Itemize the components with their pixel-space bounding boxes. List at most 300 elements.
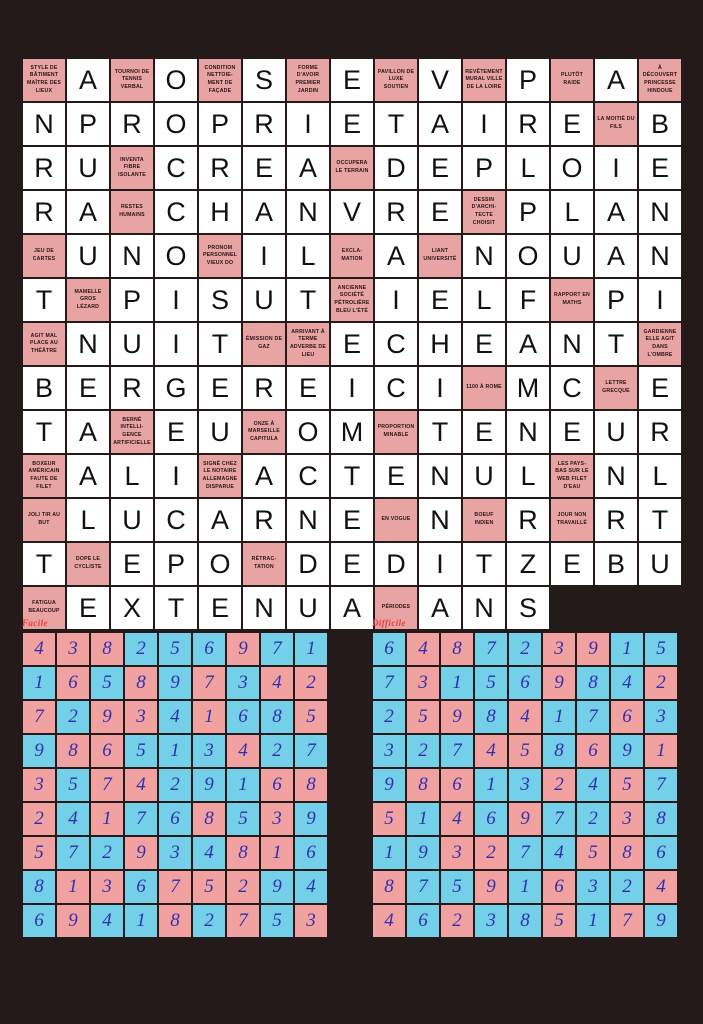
sudoku-cell[interactable]: 7 [124, 802, 158, 836]
crossword-letter-cell[interactable]: U [638, 542, 682, 586]
sudoku-cell[interactable]: 4 [372, 904, 406, 938]
sudoku-cell[interactable]: 6 [22, 904, 56, 938]
sudoku-cell[interactable]: 6 [56, 666, 90, 700]
sudoku-cell[interactable]: 3 [406, 666, 440, 700]
sudoku-cell[interactable]: 6 [644, 836, 678, 870]
sudoku-cell[interactable]: 3 [542, 632, 576, 666]
sudoku-easy-grid[interactable] [22, 632, 328, 938]
sudoku-cell[interactable]: 1 [542, 700, 576, 734]
crossword-letter-cell[interactable]: O [154, 58, 198, 102]
sudoku-cell[interactable]: 5 [90, 666, 124, 700]
crossword-letter-cell[interactable]: E [418, 278, 462, 322]
crossword-letter-cell[interactable]: U [286, 586, 330, 630]
crossword-letter-cell[interactable]: P [462, 146, 506, 190]
crossword-letter-cell[interactable]: E [418, 146, 462, 190]
sudoku-cell[interactable]: 8 [372, 870, 406, 904]
crossword-letter-cell[interactable]: U [110, 322, 154, 366]
crossword-letter-cell[interactable]: T [330, 454, 374, 498]
crossword-letter-cell[interactable]: U [66, 234, 110, 278]
sudoku-cell[interactable]: 8 [542, 734, 576, 768]
crossword-letter-cell[interactable]: A [242, 190, 286, 234]
crossword-letter-cell[interactable]: E [286, 366, 330, 410]
crossword-letter-cell[interactable]: A [66, 410, 110, 454]
crossword-letter-cell[interactable]: R [242, 366, 286, 410]
sudoku-cell[interactable]: 2 [90, 836, 124, 870]
sudoku-cell[interactable]: 5 [406, 700, 440, 734]
crossword-letter-cell[interactable]: A [330, 586, 374, 630]
crossword-letter-cell[interactable]: L [110, 454, 154, 498]
sudoku-cell[interactable]: 7 [260, 632, 294, 666]
sudoku-cell[interactable]: 5 [158, 632, 192, 666]
sudoku-cell[interactable]: 9 [56, 904, 90, 938]
sudoku-cell[interactable]: 7 [542, 802, 576, 836]
crossword-letter-cell[interactable]: E [638, 366, 682, 410]
crossword-letter-cell[interactable]: E [154, 410, 198, 454]
sudoku-cell[interactable]: 3 [226, 666, 260, 700]
crossword-letter-cell[interactable]: I [330, 366, 374, 410]
crossword-letter-cell[interactable]: L [66, 498, 110, 542]
sudoku-cell[interactable]: 8 [22, 870, 56, 904]
sudoku-cell[interactable]: 6 [226, 700, 260, 734]
crossword-letter-cell[interactable]: P [594, 278, 638, 322]
sudoku-cell[interactable]: 8 [610, 836, 644, 870]
crossword-letter-cell[interactable]: T [418, 410, 462, 454]
sudoku-cell[interactable]: 1 [372, 836, 406, 870]
crossword-letter-cell[interactable]: T [638, 498, 682, 542]
crossword-letter-cell[interactable]: A [66, 454, 110, 498]
crossword-letter-cell[interactable]: I [286, 102, 330, 146]
crossword-grid[interactable] [22, 58, 682, 630]
crossword-letter-cell[interactable]: R [506, 102, 550, 146]
sudoku-cell[interactable]: 1 [192, 700, 226, 734]
crossword-letter-cell[interactable]: V [418, 58, 462, 102]
crossword-letter-cell[interactable]: T [154, 586, 198, 630]
sudoku-cell[interactable]: 8 [90, 632, 124, 666]
sudoku-cell[interactable]: 1 [260, 836, 294, 870]
crossword-letter-cell[interactable]: N [242, 586, 286, 630]
crossword-letter-cell[interactable]: I [154, 278, 198, 322]
sudoku-cell[interactable]: 9 [90, 700, 124, 734]
sudoku-cell[interactable]: 2 [158, 768, 192, 802]
sudoku-cell[interactable]: 9 [372, 768, 406, 802]
crossword-letter-cell[interactable]: N [66, 322, 110, 366]
crossword-letter-cell[interactable]: N [550, 322, 594, 366]
crossword-letter-cell[interactable]: E [638, 146, 682, 190]
sudoku-cell[interactable]: 4 [124, 768, 158, 802]
sudoku-cell[interactable]: 4 [508, 700, 542, 734]
sudoku-cell[interactable]: 8 [406, 768, 440, 802]
sudoku-cell[interactable]: 6 [90, 734, 124, 768]
sudoku-cell[interactable]: 6 [440, 768, 474, 802]
crossword-letter-cell[interactable]: P [110, 278, 154, 322]
sudoku-cell[interactable]: 4 [260, 666, 294, 700]
sudoku-cell[interactable]: 4 [90, 904, 124, 938]
crossword-letter-cell[interactable]: L [462, 278, 506, 322]
crossword-letter-cell[interactable]: I [418, 366, 462, 410]
sudoku-cell[interactable]: 3 [124, 700, 158, 734]
crossword-letter-cell[interactable]: N [506, 410, 550, 454]
sudoku-cell[interactable]: 7 [372, 666, 406, 700]
crossword-letter-cell[interactable]: B [594, 542, 638, 586]
crossword-letter-cell[interactable]: E [550, 102, 594, 146]
crossword-letter-cell[interactable]: D [286, 542, 330, 586]
sudoku-cell[interactable]: 5 [22, 836, 56, 870]
sudoku-cell[interactable]: 3 [644, 700, 678, 734]
crossword-letter-cell[interactable]: A [66, 190, 110, 234]
crossword-letter-cell[interactable]: R [638, 410, 682, 454]
crossword-letter-cell[interactable]: I [462, 102, 506, 146]
crossword-letter-cell[interactable]: E [418, 190, 462, 234]
sudoku-cell[interactable]: 2 [372, 700, 406, 734]
sudoku-cell[interactable]: 3 [372, 734, 406, 768]
sudoku-cell[interactable]: 2 [508, 632, 542, 666]
crossword-letter-cell[interactable]: O [198, 542, 242, 586]
crossword-letter-cell[interactable]: B [638, 102, 682, 146]
sudoku-cell[interactable]: 9 [474, 870, 508, 904]
crossword-letter-cell[interactable]: R [110, 102, 154, 146]
crossword-letter-cell[interactable]: I [154, 454, 198, 498]
sudoku-cell[interactable]: 8 [294, 768, 328, 802]
sudoku-cell[interactable]: 2 [56, 700, 90, 734]
crossword-letter-cell[interactable]: T [22, 410, 66, 454]
crossword-letter-cell[interactable]: E [330, 542, 374, 586]
crossword-letter-cell[interactable]: U [66, 146, 110, 190]
crossword-letter-cell[interactable]: C [286, 454, 330, 498]
sudoku-cell[interactable]: 1 [226, 768, 260, 802]
crossword-letter-cell[interactable]: V [330, 190, 374, 234]
sudoku-cell[interactable]: 3 [56, 632, 90, 666]
sudoku-cell[interactable]: 1 [644, 734, 678, 768]
crossword-letter-cell[interactable]: A [198, 498, 242, 542]
crossword-letter-cell[interactable]: E [330, 102, 374, 146]
crossword-letter-cell[interactable]: E [198, 586, 242, 630]
crossword-letter-cell[interactable]: C [374, 322, 418, 366]
crossword-letter-cell[interactable]: M [506, 366, 550, 410]
sudoku-cell[interactable]: 5 [610, 768, 644, 802]
crossword-letter-cell[interactable]: C [374, 366, 418, 410]
sudoku-cell[interactable]: 3 [90, 870, 124, 904]
sudoku-cell[interactable]: 9 [124, 836, 158, 870]
sudoku-cell[interactable]: 3 [440, 836, 474, 870]
crossword-letter-cell[interactable]: X [110, 586, 154, 630]
crossword-letter-cell[interactable]: L [550, 190, 594, 234]
sudoku-cell[interactable]: 7 [226, 904, 260, 938]
crossword-letter-cell[interactable]: P [198, 102, 242, 146]
crossword-letter-cell[interactable]: O [154, 234, 198, 278]
crossword-letter-cell[interactable]: T [198, 322, 242, 366]
crossword-letter-cell[interactable]: I [154, 322, 198, 366]
crossword-letter-cell[interactable]: N [418, 498, 462, 542]
crossword-letter-cell[interactable]: E [462, 410, 506, 454]
crossword-letter-cell[interactable]: N [22, 102, 66, 146]
sudoku-cell[interactable]: 1 [406, 802, 440, 836]
crossword-letter-cell[interactable]: C [550, 366, 594, 410]
sudoku-cell[interactable]: 2 [610, 870, 644, 904]
sudoku-cell[interactable]: 7 [406, 870, 440, 904]
crossword-letter-cell[interactable]: E [330, 58, 374, 102]
sudoku-cell[interactable]: 4 [226, 734, 260, 768]
crossword-letter-cell[interactable]: U [594, 410, 638, 454]
sudoku-cell[interactable]: 5 [440, 870, 474, 904]
sudoku-cell[interactable]: 2 [124, 632, 158, 666]
crossword-letter-cell[interactable]: T [286, 278, 330, 322]
crossword-letter-cell[interactable]: L [286, 234, 330, 278]
crossword-letter-cell[interactable]: U [198, 410, 242, 454]
sudoku-cell[interactable]: 4 [294, 870, 328, 904]
crossword-letter-cell[interactable]: A [594, 234, 638, 278]
sudoku-cell[interactable]: 7 [576, 700, 610, 734]
sudoku-cell[interactable]: 6 [260, 768, 294, 802]
sudoku-cell[interactable]: 7 [474, 632, 508, 666]
sudoku-cell[interactable]: 4 [192, 836, 226, 870]
sudoku-cell[interactable]: 9 [406, 836, 440, 870]
sudoku-cell[interactable]: 5 [576, 836, 610, 870]
sudoku-cell[interactable]: 4 [406, 632, 440, 666]
crossword-letter-cell[interactable]: E [374, 454, 418, 498]
crossword-letter-cell[interactable]: N [638, 190, 682, 234]
crossword-letter-cell[interactable]: A [506, 322, 550, 366]
sudoku-cell[interactable]: 9 [508, 802, 542, 836]
crossword-letter-cell[interactable]: T [594, 322, 638, 366]
crossword-letter-cell[interactable]: I [242, 234, 286, 278]
sudoku-cell[interactable]: 2 [22, 802, 56, 836]
sudoku-cell[interactable]: 3 [294, 904, 328, 938]
sudoku-cell[interactable]: 4 [440, 802, 474, 836]
sudoku-cell[interactable]: 6 [192, 632, 226, 666]
sudoku-cell[interactable]: 7 [610, 904, 644, 938]
crossword-letter-cell[interactable]: H [198, 190, 242, 234]
sudoku-cell[interactable]: 4 [576, 768, 610, 802]
crossword-letter-cell[interactable]: N [286, 498, 330, 542]
sudoku-cell[interactable]: 5 [644, 632, 678, 666]
crossword-letter-cell[interactable]: R [374, 190, 418, 234]
sudoku-cell[interactable]: 5 [226, 802, 260, 836]
crossword-letter-cell[interactable]: C [154, 146, 198, 190]
sudoku-cell[interactable]: 6 [294, 836, 328, 870]
crossword-letter-cell[interactable]: A [242, 454, 286, 498]
sudoku-cell[interactable]: 6 [610, 700, 644, 734]
crossword-letter-cell[interactable]: E [550, 410, 594, 454]
sudoku-cell[interactable]: 1 [158, 734, 192, 768]
crossword-letter-cell[interactable]: A [286, 146, 330, 190]
sudoku-hard-grid[interactable] [372, 632, 678, 938]
sudoku-cell[interactable]: 4 [474, 734, 508, 768]
sudoku-cell[interactable]: 7 [56, 836, 90, 870]
sudoku-cell[interactable]: 2 [644, 666, 678, 700]
sudoku-cell[interactable]: 2 [226, 870, 260, 904]
crossword-letter-cell[interactable]: A [594, 58, 638, 102]
sudoku-cell[interactable]: 5 [474, 666, 508, 700]
crossword-letter-cell[interactable]: T [22, 278, 66, 322]
crossword-letter-cell[interactable]: C [154, 190, 198, 234]
crossword-letter-cell[interactable]: A [418, 102, 462, 146]
crossword-letter-cell[interactable]: D [374, 146, 418, 190]
sudoku-cell[interactable]: 9 [644, 904, 678, 938]
crossword-letter-cell[interactable]: F [506, 278, 550, 322]
crossword-letter-cell[interactable]: O [550, 146, 594, 190]
sudoku-cell[interactable]: 8 [576, 666, 610, 700]
sudoku-cell[interactable]: 8 [508, 904, 542, 938]
crossword-letter-cell[interactable]: R [594, 498, 638, 542]
sudoku-cell[interactable]: 3 [610, 802, 644, 836]
crossword-letter-cell[interactable]: A [66, 58, 110, 102]
crossword-letter-cell[interactable]: U [110, 498, 154, 542]
sudoku-cell[interactable]: 3 [474, 904, 508, 938]
sudoku-cell[interactable]: 6 [372, 632, 406, 666]
sudoku-cell[interactable]: 9 [294, 802, 328, 836]
sudoku-cell[interactable]: 7 [294, 734, 328, 768]
sudoku-cell[interactable]: 3 [508, 768, 542, 802]
crossword-letter-cell[interactable]: T [462, 542, 506, 586]
sudoku-cell[interactable]: 4 [610, 666, 644, 700]
sudoku-cell[interactable]: 2 [260, 734, 294, 768]
sudoku-cell[interactable]: 5 [294, 700, 328, 734]
crossword-letter-cell[interactable]: H [418, 322, 462, 366]
sudoku-cell[interactable]: 8 [124, 666, 158, 700]
crossword-letter-cell[interactable]: C [154, 498, 198, 542]
sudoku-cell[interactable]: 8 [226, 836, 260, 870]
sudoku-cell[interactable]: 9 [440, 700, 474, 734]
crossword-letter-cell[interactable]: N [594, 454, 638, 498]
sudoku-cell[interactable]: 5 [260, 904, 294, 938]
sudoku-cell[interactable]: 7 [192, 666, 226, 700]
sudoku-cell[interactable]: 2 [576, 802, 610, 836]
crossword-letter-cell[interactable]: I [594, 146, 638, 190]
sudoku-cell[interactable]: 7 [158, 870, 192, 904]
sudoku-cell[interactable]: 5 [124, 734, 158, 768]
sudoku-cell[interactable]: 1 [22, 666, 56, 700]
sudoku-cell[interactable]: 1 [124, 904, 158, 938]
sudoku-cell[interactable]: 8 [56, 734, 90, 768]
sudoku-cell[interactable]: 1 [610, 632, 644, 666]
crossword-letter-cell[interactable]: U [550, 234, 594, 278]
crossword-letter-cell[interactable]: R [110, 366, 154, 410]
crossword-letter-cell[interactable]: L [506, 146, 550, 190]
crossword-letter-cell[interactable]: E [462, 322, 506, 366]
crossword-letter-cell[interactable]: E [198, 366, 242, 410]
crossword-letter-cell[interactable]: A [374, 234, 418, 278]
crossword-letter-cell[interactable]: I [638, 278, 682, 322]
sudoku-cell[interactable]: 1 [294, 632, 328, 666]
sudoku-cell[interactable]: 5 [372, 802, 406, 836]
sudoku-cell[interactable]: 5 [192, 870, 226, 904]
sudoku-cell[interactable]: 7 [90, 768, 124, 802]
crossword-letter-cell[interactable]: S [198, 278, 242, 322]
sudoku-cell[interactable]: 9 [192, 768, 226, 802]
sudoku-cell[interactable]: 2 [440, 904, 474, 938]
sudoku-cell[interactable]: 3 [576, 870, 610, 904]
sudoku-cell[interactable]: 8 [192, 802, 226, 836]
sudoku-cell[interactable]: 1 [508, 870, 542, 904]
crossword-letter-cell[interactable]: E [66, 366, 110, 410]
crossword-letter-cell[interactable]: E [330, 498, 374, 542]
crossword-letter-cell[interactable]: R [22, 190, 66, 234]
crossword-letter-cell[interactable]: P [506, 58, 550, 102]
sudoku-cell[interactable]: 1 [474, 768, 508, 802]
crossword-letter-cell[interactable]: E [242, 146, 286, 190]
sudoku-cell[interactable]: 2 [406, 734, 440, 768]
crossword-letter-cell[interactable]: N [462, 234, 506, 278]
crossword-letter-cell[interactable]: T [374, 102, 418, 146]
sudoku-cell[interactable]: 6 [508, 666, 542, 700]
crossword-letter-cell[interactable]: P [154, 542, 198, 586]
crossword-letter-cell[interactable]: M [330, 410, 374, 454]
sudoku-cell[interactable]: 1 [56, 870, 90, 904]
sudoku-cell[interactable]: 6 [474, 802, 508, 836]
crossword-letter-cell[interactable]: E [110, 542, 154, 586]
sudoku-cell[interactable]: 4 [22, 632, 56, 666]
sudoku-cell[interactable]: 9 [158, 666, 192, 700]
crossword-letter-cell[interactable]: N [110, 234, 154, 278]
sudoku-cell[interactable]: 4 [644, 870, 678, 904]
sudoku-cell[interactable]: 2 [474, 836, 508, 870]
sudoku-cell[interactable]: 2 [294, 666, 328, 700]
sudoku-cell[interactable]: 4 [56, 802, 90, 836]
crossword-letter-cell[interactable]: U [462, 454, 506, 498]
sudoku-cell[interactable]: 5 [542, 904, 576, 938]
crossword-letter-cell[interactable]: R [198, 146, 242, 190]
sudoku-cell[interactable]: 6 [124, 870, 158, 904]
crossword-letter-cell[interactable]: R [22, 146, 66, 190]
crossword-letter-cell[interactable]: N [638, 234, 682, 278]
sudoku-cell[interactable]: 5 [508, 734, 542, 768]
crossword-letter-cell[interactable]: B [22, 366, 66, 410]
crossword-letter-cell[interactable]: O [286, 410, 330, 454]
sudoku-cell[interactable]: 2 [192, 904, 226, 938]
sudoku-cell[interactable]: 6 [158, 802, 192, 836]
crossword-letter-cell[interactable]: N [462, 586, 506, 630]
crossword-letter-cell[interactable]: R [506, 498, 550, 542]
sudoku-cell[interactable]: 8 [644, 802, 678, 836]
sudoku-cell[interactable]: 9 [610, 734, 644, 768]
crossword-letter-cell[interactable]: E [66, 586, 110, 630]
crossword-letter-cell[interactable]: S [242, 58, 286, 102]
sudoku-cell[interactable]: 1 [440, 666, 474, 700]
crossword-letter-cell[interactable]: R [242, 498, 286, 542]
sudoku-cell[interactable]: 4 [542, 836, 576, 870]
crossword-letter-cell[interactable]: D [374, 542, 418, 586]
sudoku-cell[interactable]: 6 [576, 734, 610, 768]
crossword-letter-cell[interactable]: O [154, 102, 198, 146]
crossword-letter-cell[interactable]: P [506, 190, 550, 234]
crossword-letter-cell[interactable]: U [242, 278, 286, 322]
crossword-letter-cell[interactable]: E [550, 542, 594, 586]
sudoku-cell[interactable]: 3 [192, 734, 226, 768]
sudoku-cell[interactable]: 9 [260, 870, 294, 904]
crossword-letter-cell[interactable]: L [506, 454, 550, 498]
crossword-letter-cell[interactable]: O [506, 234, 550, 278]
sudoku-cell[interactable]: 4 [158, 700, 192, 734]
sudoku-cell[interactable]: 7 [440, 734, 474, 768]
sudoku-cell[interactable]: 3 [158, 836, 192, 870]
crossword-letter-cell[interactable]: A [594, 190, 638, 234]
crossword-letter-cell[interactable]: T [22, 542, 66, 586]
sudoku-cell[interactable]: 6 [406, 904, 440, 938]
crossword-letter-cell[interactable]: R [242, 102, 286, 146]
sudoku-cell[interactable]: 9 [542, 666, 576, 700]
crossword-letter-cell[interactable]: N [418, 454, 462, 498]
sudoku-cell[interactable]: 7 [644, 768, 678, 802]
sudoku-cell[interactable]: 3 [22, 768, 56, 802]
sudoku-cell[interactable]: 1 [576, 904, 610, 938]
sudoku-cell[interactable]: 8 [440, 632, 474, 666]
crossword-letter-cell[interactable]: I [374, 278, 418, 322]
crossword-letter-cell[interactable]: A [418, 586, 462, 630]
sudoku-cell[interactable]: 9 [22, 734, 56, 768]
sudoku-cell[interactable]: 8 [474, 700, 508, 734]
crossword-letter-cell[interactable]: L [638, 454, 682, 498]
crossword-letter-cell[interactable]: P [66, 102, 110, 146]
